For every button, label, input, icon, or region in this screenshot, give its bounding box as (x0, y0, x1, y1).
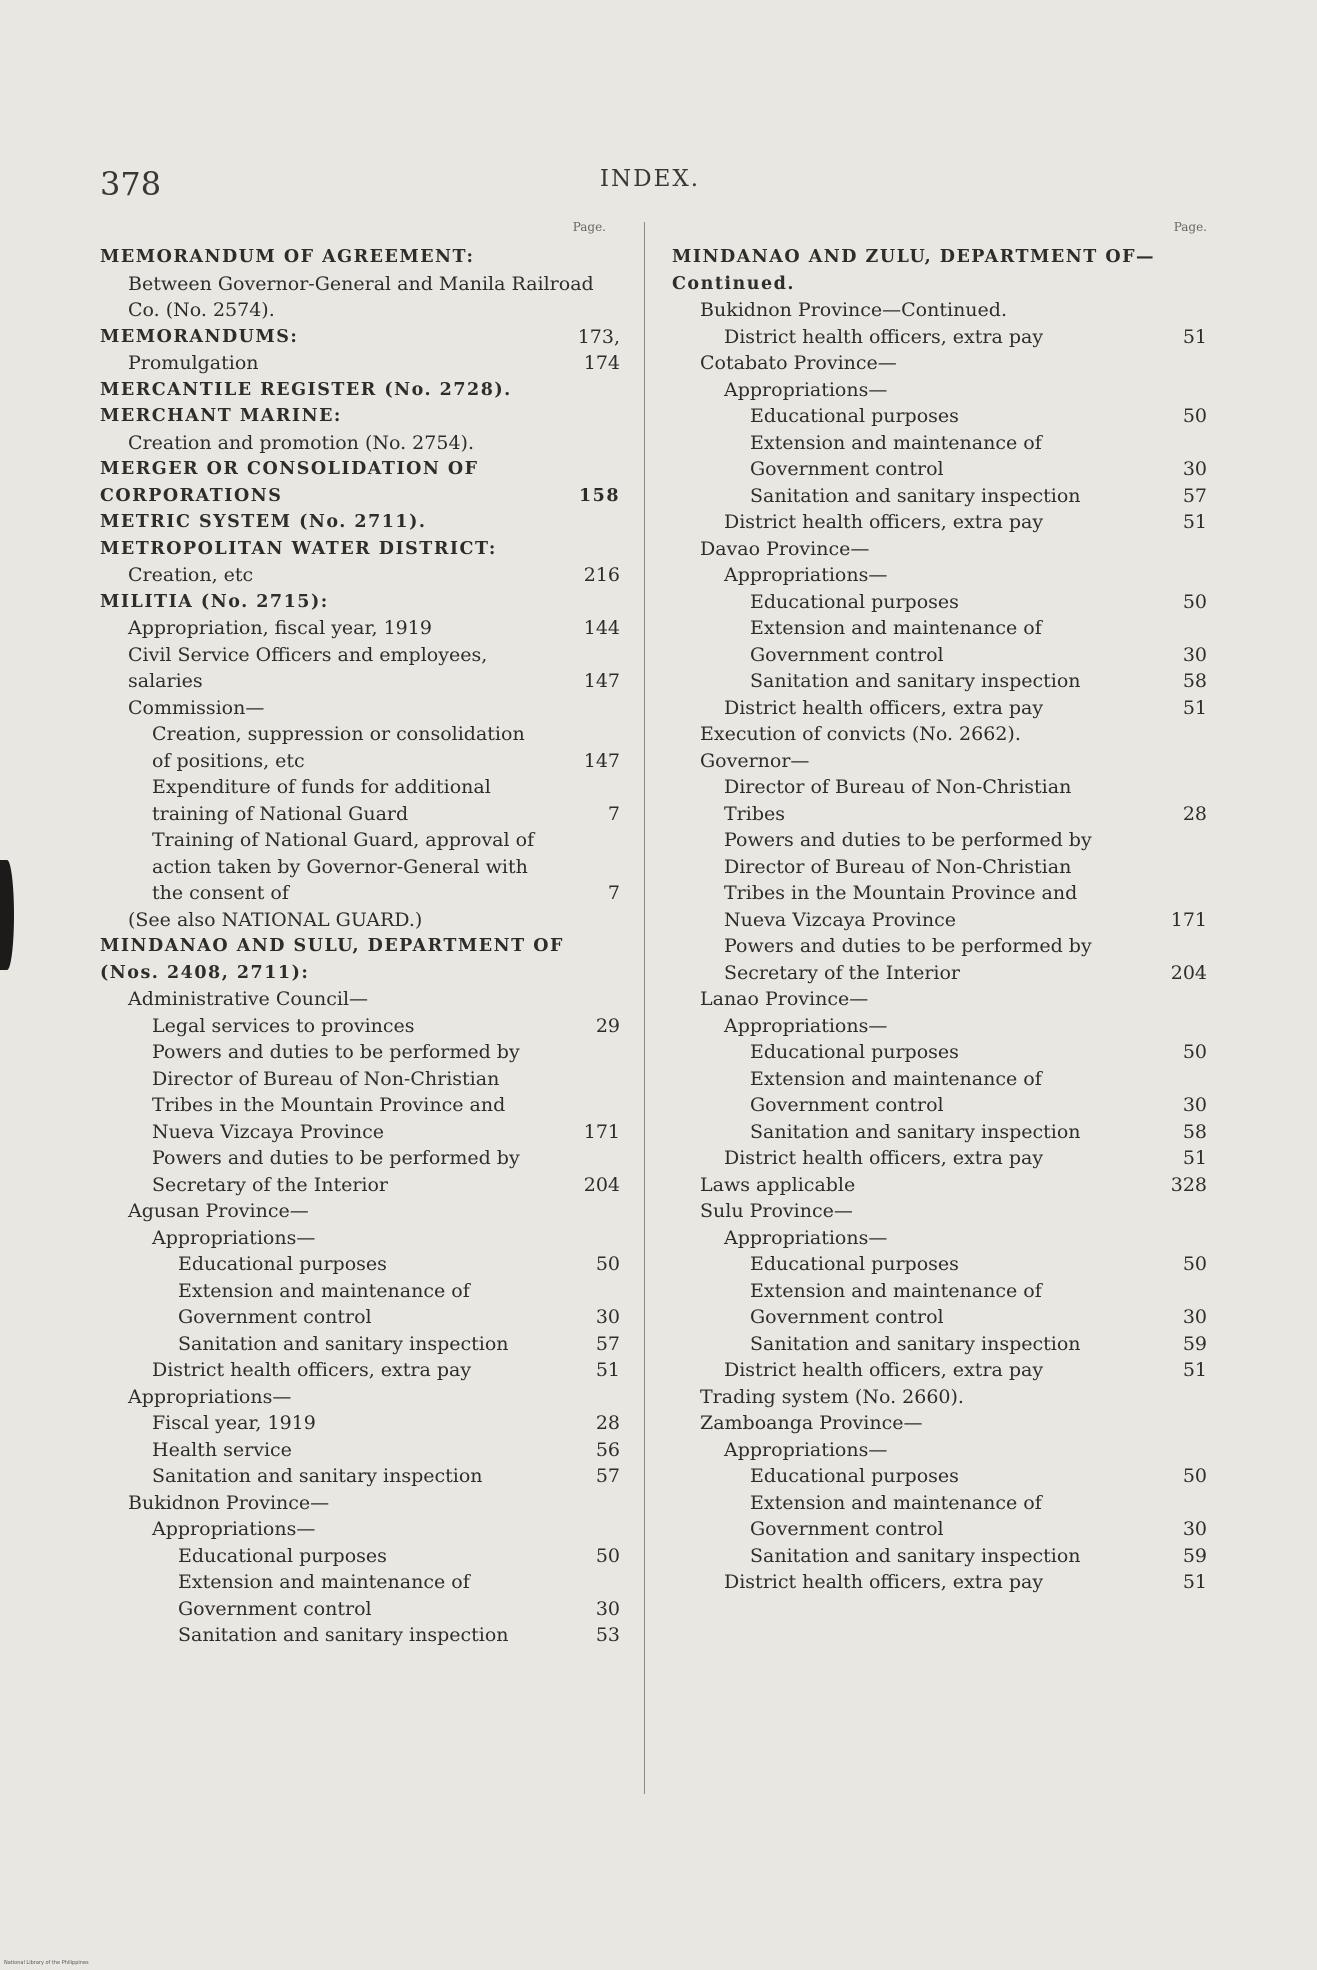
entry-text: Appropriations— (724, 1014, 888, 1037)
entry-text: Appropriations— (128, 1385, 292, 1408)
index-entry (672, 986, 1207, 1013)
entry-text: MILITIA (No. 2715): (100, 591, 329, 612)
entry-page-number: 30 (1143, 1304, 1207, 1331)
index-entry (100, 1437, 620, 1464)
index-entry (100, 721, 620, 774)
entry-page-number: 28 (1143, 801, 1207, 828)
entry-page-number: 204 (556, 1172, 620, 1199)
index-entry (100, 1569, 620, 1622)
index-entry (672, 695, 1207, 722)
entry-page-number: 30 (556, 1596, 620, 1623)
index-entry (672, 1251, 1207, 1278)
entry-text: Agusan Province— (128, 1200, 309, 1222)
index-heading (100, 589, 620, 616)
entry-text: Administrative Council— (128, 988, 369, 1010)
index-entry (100, 1490, 620, 1517)
index-entry (100, 1410, 620, 1437)
entry-page-number: 204 (1143, 960, 1207, 987)
index-entry (100, 1357, 620, 1384)
entry-text: Zamboanga Province— (700, 1412, 923, 1434)
entry-text: Cotabato Province— (700, 352, 897, 374)
entry-page-number: 51 (1143, 695, 1207, 722)
index-entry (672, 721, 1207, 748)
index-entry (672, 589, 1207, 616)
index-entry (672, 483, 1207, 510)
entry-page-number: 50 (1143, 1039, 1207, 1066)
entry-text: District health officers, extra pay (724, 696, 1044, 719)
index-entry (672, 1569, 1207, 1596)
entry-page-number: 59 (1143, 1331, 1207, 1358)
entry-text: District health officers, extra pay (724, 325, 1044, 348)
index-entry (100, 615, 620, 642)
index-entry (672, 1039, 1207, 1066)
index-entry (100, 1278, 620, 1331)
index-entry (672, 297, 1207, 324)
index-entry (672, 933, 1207, 986)
entry-text: Sanitation and sanitary inspection (750, 1544, 1081, 1567)
entry-text: District health officers, extra pay (152, 1359, 472, 1381)
index-entry (672, 615, 1207, 668)
entry-text: Extension and maintenance of Government control (750, 617, 1042, 666)
entry-page-number: 147 (556, 748, 620, 775)
entry-page-number: 50 (1143, 1463, 1207, 1490)
index-entry (672, 827, 1207, 933)
page-column-label: Page. (572, 220, 606, 234)
entry-text: Sanitation and sanitary inspection (750, 1332, 1081, 1355)
entry-text: Between Governor-General and Manila Railroad Co. (No. 2574). (128, 272, 594, 321)
entry-text: Sanitation and sanitary inspection (750, 484, 1081, 507)
entry-page-number: 58 (1143, 668, 1207, 695)
index-entry (100, 1384, 620, 1411)
entry-text: Appropriations— (724, 378, 888, 401)
column-divider (644, 222, 645, 1794)
entry-text: MERCHANT MARINE: (100, 406, 342, 426)
entry-list (672, 244, 1207, 1596)
entry-page-number: 30 (556, 1304, 620, 1331)
entry-text: District health officers, extra pay (724, 1147, 1044, 1169)
entry-page-number: 51 (1143, 1569, 1207, 1596)
index-entry (100, 1251, 620, 1278)
entry-text: Sulu Province— (700, 1200, 853, 1222)
index-entry (100, 1516, 620, 1543)
index-heading (672, 244, 1207, 297)
entry-text: District health officers, extra pay (724, 1359, 1044, 1381)
entry-text: Educational purposes (750, 1041, 959, 1063)
scan-smudge (0, 860, 14, 970)
entry-page-number: 30 (1143, 1092, 1207, 1119)
entry-text: District health officers, extra pay (724, 1571, 1044, 1593)
entry-text: MINDANAO AND SULU, DEPARTMENT OF (Nos. 2408, 2711): (100, 936, 564, 983)
index-entry (100, 430, 620, 457)
entry-text: Extension and maintenance of Government control (750, 1491, 1042, 1540)
entry-page-number: 30 (1143, 456, 1207, 483)
entry-text: Appropriations— (724, 564, 888, 586)
entry-text: METRIC SYSTEM (No. 2711). (100, 512, 427, 532)
entry-text: MEMORANDUMS: (100, 326, 299, 347)
entry-page-number: 50 (1143, 1251, 1207, 1278)
index-entry (672, 668, 1207, 695)
entry-text: (See also NATIONAL GUARD.) (128, 908, 423, 931)
page-number: 378 (100, 165, 162, 203)
entry-text: Creation, suppression or consolidation of positions, etc (152, 723, 525, 772)
entry-text: Governor— (700, 749, 810, 772)
entry-page-number: 173, 174 (556, 324, 620, 377)
entry-page-number: 50 (556, 1543, 620, 1570)
entry-text: Bukidnon Province—Continued. (700, 299, 1007, 321)
entry-page-number: 50 (1143, 589, 1207, 616)
page-column-label: Page. (1173, 220, 1207, 234)
entry-text: District health officers, extra pay (724, 511, 1044, 533)
entry-page-number: 29 (556, 1013, 620, 1040)
entry-text: Extension and maintenance of Government control (750, 431, 1042, 480)
index-entry (672, 430, 1207, 483)
index-entry (672, 774, 1207, 827)
entry-page-number: 171 (556, 1119, 620, 1146)
index-column-right (672, 220, 1207, 1596)
index-entry (672, 1198, 1207, 1225)
entry-text: Creation and promotion (No. 2754). (128, 431, 474, 454)
index-entry (672, 1357, 1207, 1384)
index-entry (672, 509, 1207, 536)
index-entry (672, 1543, 1207, 1570)
entry-text: Davao Province— (700, 537, 870, 560)
entry-text: Appropriations— (724, 1438, 888, 1461)
entry-text: Educational purposes (750, 590, 959, 613)
entry-text: Trading system (No. 2660). (700, 1385, 964, 1408)
entry-text: Appropriations— (152, 1226, 316, 1249)
entry-text: Appropriations— (152, 1518, 316, 1540)
index-entry (100, 642, 620, 695)
index-entry (100, 562, 620, 589)
entry-text: Laws applicable (700, 1173, 856, 1196)
entry-text: MINDANAO AND ZULU, DEPARTMENT OF—Continued. (672, 247, 1156, 294)
index-heading (100, 324, 620, 351)
entry-page-number: 50 (556, 1251, 620, 1278)
entry-page-number: 53 (556, 1622, 620, 1649)
index-entry (100, 827, 620, 907)
entry-text: Fiscal year, 1919 (152, 1412, 316, 1434)
index-entry (672, 350, 1207, 377)
entry-text: METROPOLITAN WATER DISTRICT: (100, 538, 497, 559)
entry-page-number: 328 (1143, 1172, 1207, 1199)
index-entry (672, 1278, 1207, 1331)
entry-text: Powers and duties to be performed by Director of Bureau of Non-Christian Tribes in the Mountain Province and Nueva Vizcaya Province (152, 1041, 520, 1143)
index-entry (672, 536, 1207, 563)
index-entry (100, 271, 620, 324)
entry-page-number: 7 (556, 880, 620, 907)
entry-page-number: 51 (556, 1357, 620, 1384)
index-entry (672, 1437, 1207, 1464)
entry-page-number: 59 (1143, 1543, 1207, 1570)
index-entry (672, 562, 1207, 589)
entry-list (100, 244, 620, 1649)
entry-text: Powers and duties to be performed by Secretary of the Interior (724, 935, 1092, 984)
index-entry (100, 1225, 620, 1252)
index-entry (672, 1410, 1207, 1437)
entry-text: Creation, etc (128, 564, 254, 586)
entry-page-number: 57 (556, 1331, 620, 1358)
index-heading (100, 536, 620, 563)
index-entry (672, 1119, 1207, 1146)
index-column-left (100, 220, 620, 1649)
entry-text: MEMORANDUM OF AGREEMENT: (100, 247, 475, 267)
entry-text: Educational purposes (178, 1544, 387, 1567)
entry-text: Commission— (128, 696, 265, 719)
entry-text: Powers and duties to be performed by Director of Bureau of Non-Christian Tribes in the Mountain Province and Nueva Vizcaya Province (724, 829, 1092, 931)
index-entry (100, 1543, 620, 1570)
entry-page-number: 28 (556, 1410, 620, 1437)
entry-text: Educational purposes (750, 1465, 959, 1487)
entry-text: MERCANTILE REGISTER (No. 2728). (100, 379, 512, 400)
entry-page-number: 7 (556, 801, 620, 828)
entry-page-number: 51 (1143, 1145, 1207, 1172)
index-heading (100, 244, 620, 271)
scan-credit: National Library of the Philippines (4, 1960, 89, 1966)
entry-text: MERGER OR CONSOLIDATION OF CORPORATIONS (100, 459, 479, 506)
entry-text: Execution of convicts (No. 2662). (700, 723, 1021, 745)
index-heading (100, 377, 620, 404)
entry-page-number: 57 (556, 1463, 620, 1490)
index-entry (672, 377, 1207, 404)
index-entry (100, 1145, 620, 1198)
entry-text: Sanitation and sanitary inspection (750, 1120, 1081, 1143)
entry-page-number: 147 (556, 668, 620, 695)
entry-text: Legal services to provinces (152, 1014, 415, 1037)
entry-text: Extension and maintenance of Government control (178, 1279, 470, 1328)
entry-text: Extension and maintenance of Government control (750, 1279, 1042, 1328)
entry-page-number: 51 (1143, 509, 1207, 536)
entry-page-number: 57 (1143, 483, 1207, 510)
entry-text: Educational purposes (750, 405, 959, 427)
entry-text: Powers and duties to be performed by Secretary of the Interior (152, 1147, 520, 1196)
index-entry (672, 1225, 1207, 1252)
entry-page-number: 58 (1143, 1119, 1207, 1146)
entry-text: Lanao Province— (700, 988, 869, 1010)
index-entry (672, 1145, 1207, 1172)
entry-text: Extension and maintenance of Government control (178, 1571, 470, 1620)
index-entry (672, 403, 1207, 430)
index-heading (100, 403, 620, 430)
entry-text: Appropriation, fiscal year, 1919 (128, 617, 432, 639)
index-heading (100, 456, 620, 509)
entry-text: Director of Bureau of Non-Christian Tribes (724, 776, 1072, 825)
entry-text: Educational purposes (178, 1253, 387, 1275)
entry-text: Promulgation (128, 352, 259, 374)
entry-text: Sanitation and sanitary inspection (178, 1332, 509, 1355)
entry-text: Civil Service Officers and employees, salaries (128, 643, 488, 692)
index-entry (100, 1463, 620, 1490)
index-heading (100, 933, 620, 986)
index-entry (672, 1490, 1207, 1543)
index-entry (100, 907, 620, 934)
entry-page-number: 216 (556, 562, 620, 589)
index-entry (100, 774, 620, 827)
index-entry (672, 1013, 1207, 1040)
entry-text: Sanitation and sanitary inspection (750, 670, 1081, 692)
index-entry (100, 1039, 620, 1145)
index-entry (672, 748, 1207, 775)
page-title: INDEX. (599, 166, 701, 192)
index-entry (100, 1622, 620, 1649)
entry-page-number: 30 (1143, 1516, 1207, 1543)
entry-text: Bukidnon Province— (128, 1491, 330, 1514)
entry-text: Expenditure of funds for additional training of National Guard (152, 776, 491, 825)
index-entry (672, 1384, 1207, 1411)
index-entry (672, 1172, 1207, 1199)
entry-page-number: 56 (556, 1437, 620, 1464)
index-entry (100, 1331, 620, 1358)
entry-page-number: 171 (1143, 907, 1207, 934)
index-entry (100, 1198, 620, 1225)
entry-page-number: 158 (556, 483, 620, 510)
entry-page-number: 30 (1143, 642, 1207, 669)
entry-page-number: 51 (1143, 1357, 1207, 1384)
entry-text: Health service (152, 1438, 292, 1461)
index-entry (672, 324, 1207, 351)
index-entry (672, 1066, 1207, 1119)
entry-text: Educational purposes (750, 1253, 959, 1275)
entry-text: Extension and maintenance of Government control (750, 1067, 1042, 1116)
entry-page-number: 51 (1143, 324, 1207, 351)
entry-page-number: 50 (1143, 403, 1207, 430)
entry-page-number: 144 (556, 615, 620, 642)
index-entry (672, 1331, 1207, 1358)
entry-text: Sanitation and sanitary inspection (152, 1465, 483, 1487)
index-entry (100, 986, 620, 1013)
index-heading (100, 509, 620, 536)
entry-text: Sanitation and sanitary inspection (178, 1624, 509, 1646)
index-entry (100, 695, 620, 722)
entry-text: Training of National Guard, approval of action taken by Governor-General with the consent of (152, 829, 535, 904)
entry-text: Appropriations— (724, 1226, 888, 1249)
index-entry (100, 1013, 620, 1040)
index-entry (672, 1463, 1207, 1490)
